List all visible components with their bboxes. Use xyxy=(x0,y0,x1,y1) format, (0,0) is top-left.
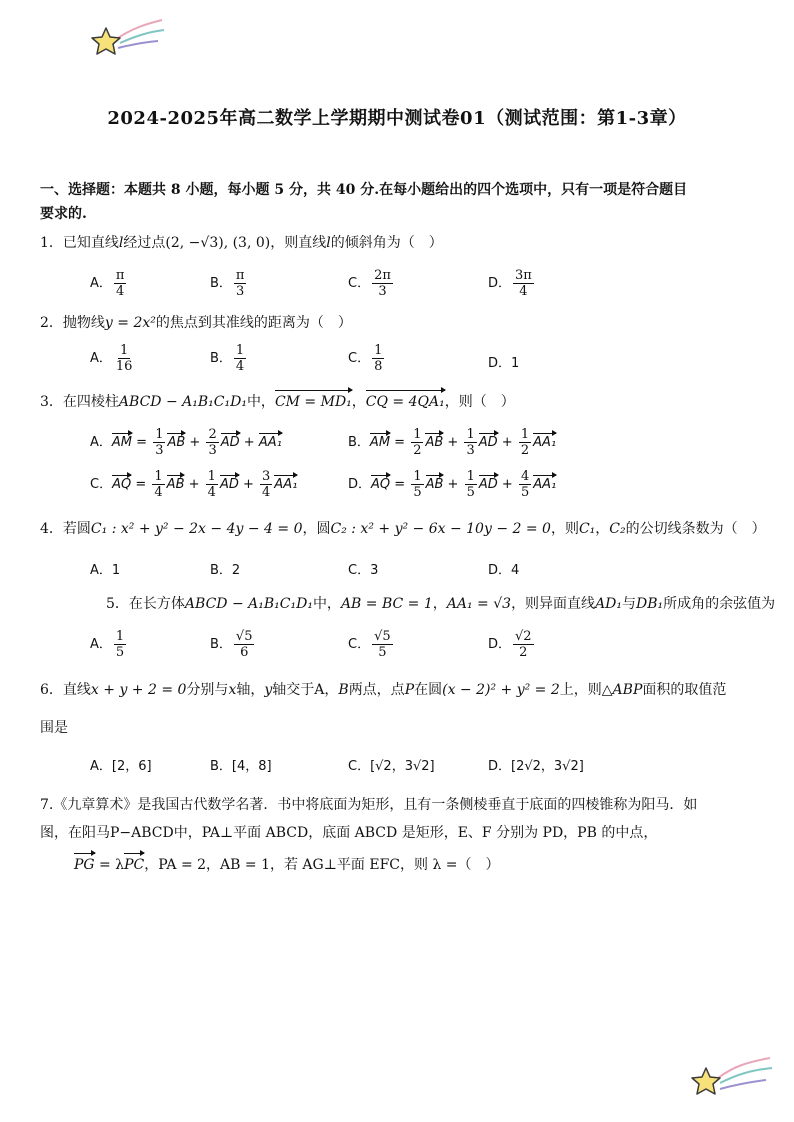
q5-option-a[interactable]: A． $\frac{1}{5}$ xyxy=(90,629,125,660)
section-heading: 一、选择题：本题共 8 小题，每小题 5 分，共 40 分.在每小题给出的四个选项中，只有一项是符合题目 xyxy=(40,182,688,198)
q4-option-c[interactable]: C．3 xyxy=(348,563,379,578)
q1-option-a[interactable]: A． $\frac{\pi}{4}$ xyxy=(90,268,125,299)
q6-option-b[interactable]: B．[4，8] xyxy=(210,759,272,774)
question-7-line2: 图，在阳马P−ABCD中，PA⊥平面 ABCD，底面 ABCD 是矩形，E、F 分别为 PD，PB 的中点， xyxy=(40,825,658,841)
question-4: 4．若圆C₁ : x² + y² − 2x − 4y − 4 = 0，圆C₂ : x² + y² − 6x − 10y − 2 = 0，则C₁，C₂的公切线条数为（ ） xyxy=(40,521,766,537)
q5-option-c[interactable]: C． $\frac{√5}{5}$ xyxy=(348,629,391,660)
q2-option-a[interactable]: A． $\frac{1}{16}$ xyxy=(90,343,133,374)
q6-option-c[interactable]: C．[√2，3√2] xyxy=(348,759,435,774)
q3-option-d[interactable]: D．AQ = $\frac{1}{5}$ AB + $\frac{1}{5}$ AD + $\frac{4}{5}$ AA₁ xyxy=(348,469,557,500)
q5-option-b[interactable]: B． $\frac{√5}{6}$ xyxy=(210,629,253,660)
section-heading-cont: 要求的. xyxy=(40,206,87,222)
q6-option-d[interactable]: D．[2√2，3√2] xyxy=(488,759,584,774)
q4-option-a[interactable]: A．1 xyxy=(90,563,121,578)
q6-option-a[interactable]: A．[2，6] xyxy=(90,759,152,774)
question-7-line3: PG = λPC，PA = 2，AB = 1，若 AG⊥平面 EFC，则 λ =（ ） xyxy=(74,857,500,873)
q4-option-b[interactable]: B．2 xyxy=(210,563,241,578)
q2-option-c[interactable]: C． $\frac{1}{8}$ xyxy=(348,343,383,374)
q3-option-a[interactable]: A．AM = $\frac{1}{3}$ AB + $\frac{2}{3}$ AD + AA₁ xyxy=(90,427,282,458)
question-2: 2．抛物线y = 2x²的焦点到其准线的距离为（ ） xyxy=(40,315,352,331)
star-icon xyxy=(686,1052,776,1102)
q1-option-c[interactable]: C． $\frac{2\pi}{3}$ xyxy=(348,268,391,299)
q2-option-d[interactable]: D．1 xyxy=(488,356,520,371)
question-7: 7.《九章算术》是我国古代数学名著．书中将底面为矩形，且有一条侧棱垂直于底面的四棱锥称为阳马．如 xyxy=(40,797,698,813)
question-3: 3．在四棱柱ABCD − A₁B₁C₁D₁中，CM = MD₁，CQ = 4QA₁，则（ ） xyxy=(40,394,515,410)
question-1: 1．已知直线l经过点(2, −√3), (3, 0)，则直线l的倾斜角为（ ） xyxy=(40,235,443,251)
q1-option-b[interactable]: B． $\frac{\pi}{3}$ xyxy=(210,268,245,299)
q1-option-d[interactable]: D． $\frac{3\pi}{4}$ xyxy=(488,268,532,299)
q3-option-b[interactable]: B．AM = $\frac{1}{2}$ AB + $\frac{1}{3}$ AD + $\frac{1}{2}$ AA₁ xyxy=(348,427,557,458)
q3-option-c[interactable]: C．AQ = $\frac{1}{4}$ AB + $\frac{1}{4}$ AD + $\frac{3}{4}$ AA₁ xyxy=(90,469,298,500)
q4-option-d[interactable]: D．4 xyxy=(488,563,520,578)
q5-option-d[interactable]: D． $\frac{√2}{2}$ xyxy=(488,629,532,660)
question-6-cont: 围是 xyxy=(40,720,68,736)
question-5: 5．在长方体ABCD − A₁B₁C₁D₁中，AB = BC = 1，AA₁ = √3，则异面直线AD₁与DB₁所成角的余弦值为 xyxy=(106,596,776,612)
question-6: 6．直线x + y + 2 = 0分别与x轴，y轴交于A，B两点，点P在圆(x − 2)² + y² = 2上，则△ABP面积的取值范 xyxy=(40,682,727,698)
page-title: 2024-2025年高二数学上学期期中测试卷01（测试范围：第1-3章） xyxy=(107,108,687,129)
star-icon xyxy=(88,14,168,58)
q2-option-b[interactable]: B． $\frac{1}{4}$ xyxy=(210,343,245,374)
